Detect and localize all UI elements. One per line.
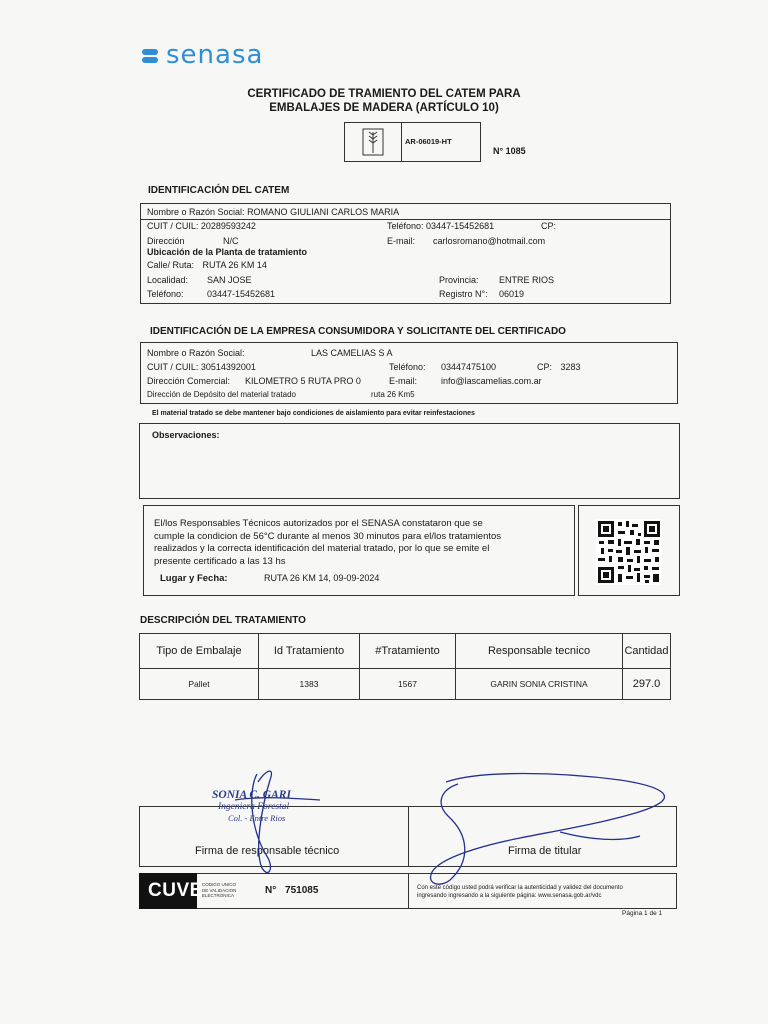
company-cuit: 30514392001 bbox=[200, 362, 256, 372]
col-header-technical-responsible: Responsable tecnico bbox=[456, 634, 623, 669]
table-row bbox=[140, 669, 671, 700]
catem-email: carlosromano@hotmail.com bbox=[433, 236, 546, 246]
company-commercial-label: Dirección Comercial: bbox=[147, 376, 231, 386]
statement-line1: El/los Responsables Técnicos autorizados por el SENASA constataron que se bbox=[154, 518, 483, 529]
statement-line4: presente certificado a las 13 hs bbox=[154, 555, 286, 567]
cuve-box bbox=[139, 873, 677, 909]
cert-number-label: N° bbox=[493, 146, 504, 156]
cell-quantity: 297.0 bbox=[623, 669, 671, 700]
signature-stamp-college: Col. - Entre Rios bbox=[228, 813, 286, 823]
plant-location-label: Ubicación de la Planta de tratamiento bbox=[147, 247, 308, 257]
place-date-label: Lugar y Fecha: bbox=[160, 573, 228, 584]
catem-street: RUTA 26 KM 14 bbox=[202, 260, 267, 270]
page-indicator: Página 1 de 1 bbox=[622, 910, 663, 917]
company-phone-label: Teléfono: bbox=[389, 362, 426, 372]
company-name-label: Nombre o Razón Social: bbox=[147, 348, 245, 358]
catem-registry: 06019 bbox=[499, 289, 525, 299]
catem-name: ROMANO GIULIANI CARLOS MARIA bbox=[247, 207, 400, 217]
company-deposit: ruta 26 Km5 bbox=[371, 390, 415, 399]
company-name: LAS CAMELIAS S A bbox=[311, 348, 393, 358]
col-header-treatment-number: #Tratamiento bbox=[360, 634, 456, 669]
catem-street-label: Calle/ Ruta: bbox=[147, 260, 195, 270]
catem-box bbox=[140, 203, 671, 304]
company-cuit-label: CUIT / CUIL: bbox=[147, 362, 199, 372]
catem-address-label: Dirección bbox=[147, 236, 185, 246]
cuve-note-line2: ingresando ingresando a la siguiente página: www.senasa.gob.ar/vdc bbox=[417, 893, 602, 899]
catem-locality-label: Localidad: bbox=[147, 275, 189, 285]
company-deposit-label: Dirección de Depósito del material tratado bbox=[147, 390, 296, 399]
statement-line3: realizados y la correcta identificación del material tratado, por lo que se emite el bbox=[154, 543, 490, 554]
tech-signature-label: Firma de responsable técnico bbox=[195, 845, 340, 857]
signatures-box bbox=[139, 806, 677, 867]
catem-cp-label: CP: bbox=[541, 221, 557, 231]
cuve-logo-text: CUVE bbox=[148, 880, 203, 901]
qr-code-icon bbox=[596, 519, 662, 585]
senasa-logo-text: senasa bbox=[166, 40, 264, 70]
document-title-line2: EMBALAJES DE MADERA (ARTÍCULO 10) bbox=[269, 102, 499, 114]
catem-province: ENTRE RIOS bbox=[499, 275, 555, 285]
treatment-section-title: DESCRIPCIÓN DEL TRATAMIENTO bbox=[140, 615, 306, 626]
catem-email-label: E-mail: bbox=[387, 236, 416, 246]
cuve-note-line1: Con este código usted podrá verificar la autenticidad y validez del documento bbox=[417, 885, 623, 891]
isolation-warning: El material tratado se debe mantener bajo condiciones de aislamiento para evitar reinfestaciones bbox=[152, 410, 475, 417]
company-box bbox=[140, 342, 678, 404]
observations-label: Observaciones: bbox=[152, 430, 220, 440]
cuve-sub2: DE VALIDACION bbox=[202, 887, 237, 893]
cell-technical-responsible: GARIN SONIA CRISTINA bbox=[456, 669, 623, 700]
catem-phone-label: Teléfono: bbox=[387, 221, 424, 231]
statement-box bbox=[143, 505, 575, 596]
col-header-packaging-type: Tipo de Embalaje bbox=[140, 634, 259, 669]
catem-section-title: IDENTIFICACIÓN DEL CATEM bbox=[148, 185, 290, 196]
cell-treatment-number: 1567 bbox=[360, 669, 456, 700]
catem-address: N/C bbox=[223, 236, 239, 246]
catem-locality: SAN JOSE bbox=[207, 275, 252, 285]
signature-stamp-title: Ingeniera Forestal bbox=[218, 802, 290, 812]
company-email: info@lascamelias.com.ar bbox=[441, 376, 542, 386]
col-header-treatment-id: Id Tratamiento bbox=[259, 634, 360, 669]
catem-cuit: 20289593242 bbox=[200, 221, 256, 231]
catem-name-label: Nombre o Razón Social: bbox=[147, 207, 245, 217]
company-cp-label: CP: bbox=[537, 362, 553, 372]
cell-treatment-id: 1383 bbox=[259, 669, 360, 700]
signature-stamp-name: SONIA C. GARI bbox=[212, 789, 291, 801]
company-commercial: KILOMETRO 5 RUTA PRO 0 bbox=[245, 376, 361, 386]
cell-packaging-type: Pallet bbox=[140, 669, 259, 700]
catem-province-label: Provincia: bbox=[439, 275, 479, 285]
company-cp: 3283 bbox=[560, 362, 581, 372]
cuve-number-label: N° bbox=[265, 885, 277, 896]
catem-registry-label: Registro N°: bbox=[439, 289, 488, 299]
cuve-number: 751085 bbox=[285, 885, 319, 896]
catem-phone2: 03447-15452681 bbox=[207, 289, 276, 299]
cuve-sub1: CODIGO UNICO bbox=[202, 882, 237, 887]
col-header-quantity: Cantidad bbox=[623, 634, 671, 669]
catem-phone2-label: Teléfono: bbox=[147, 289, 184, 299]
company-email-label: E-mail: bbox=[389, 376, 418, 386]
holder-signature-label: Firma de titular bbox=[508, 845, 582, 857]
catem-phone: 03447-15452681 bbox=[426, 221, 495, 231]
senasa-logo-icon bbox=[140, 46, 160, 66]
wheat-icon bbox=[345, 123, 402, 161]
treatment-table bbox=[139, 633, 671, 700]
approval-stamp bbox=[344, 122, 481, 162]
observations-box bbox=[139, 423, 680, 499]
place-date: RUTA 26 KM 14, 09-09-2024 bbox=[264, 573, 380, 583]
cuve-sub3: ELECTRONICA bbox=[202, 893, 235, 898]
company-section-title: IDENTIFICACIÓN DE LA EMPRESA CONSUMIDORA Y SOLICITANTE DEL CERTIFICADO bbox=[150, 326, 566, 337]
catem-cuit-label: CUIT / CUIL: bbox=[147, 221, 199, 231]
document-title-line1: CERTIFICADO DE TRAMIENTO DEL CATEM PARA bbox=[247, 88, 521, 100]
statement-line2: cumple la condicion de 56°C durante al menos 30 minutos para el/los tratamientos bbox=[154, 530, 502, 542]
treatment-header-row bbox=[140, 634, 671, 669]
stamp-code: AR-06019-HT bbox=[405, 137, 452, 146]
company-phone: 03447475100 bbox=[441, 362, 497, 372]
cert-number: 1085 bbox=[505, 146, 526, 156]
qr-box bbox=[578, 505, 680, 596]
